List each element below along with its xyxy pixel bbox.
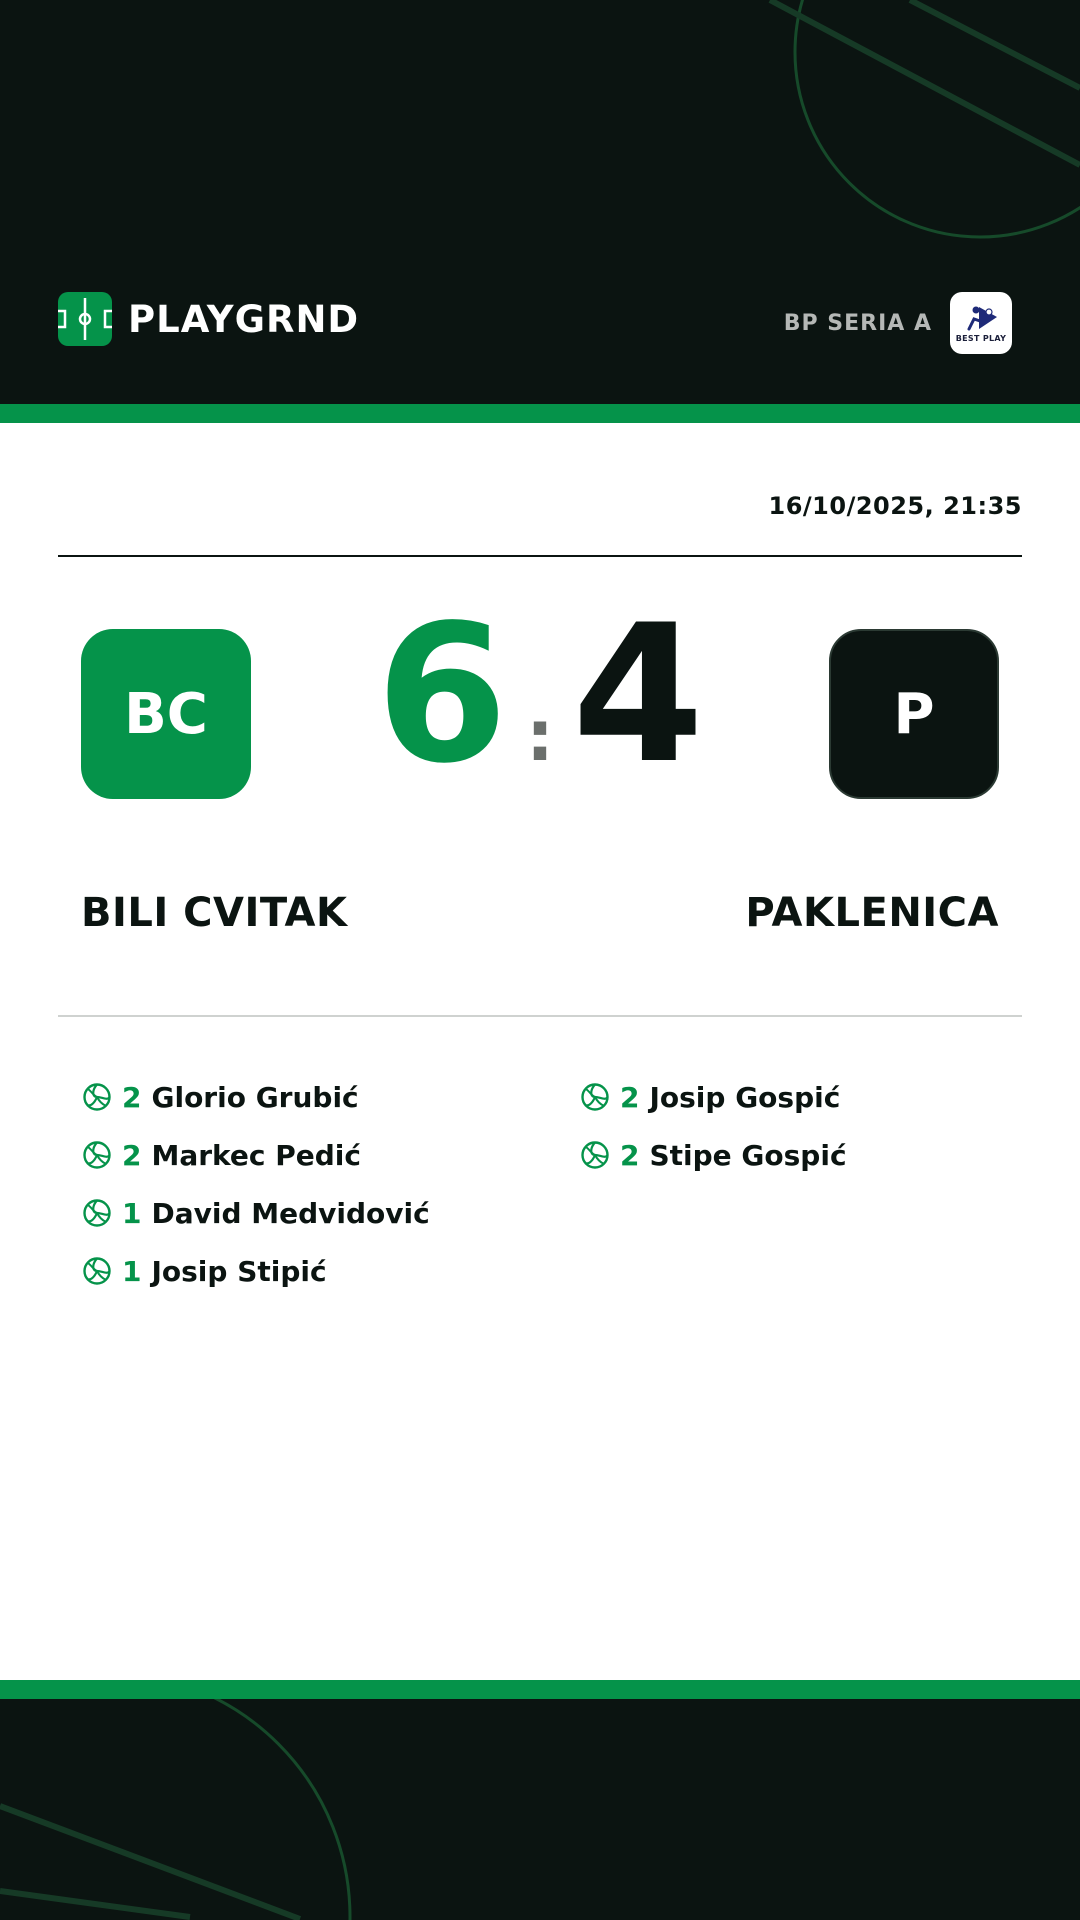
scorer-item [82, 1126, 430, 1184]
best-play-logo-icon [963, 303, 999, 333]
away-team-initials: P [893, 681, 935, 747]
scoreline [340, 584, 740, 805]
ball-icon [82, 1198, 112, 1228]
home-scorers-list [82, 1068, 430, 1300]
home-team-name: BILI CVITAK [81, 890, 348, 936]
scorer-name: Stipe Gospić [649, 1138, 847, 1172]
footer-accent-bar [0, 1680, 1080, 1699]
match-datetime: 16/10/2025, 21:35 [768, 492, 1022, 520]
scorer-name: Josip Gospić [649, 1080, 841, 1114]
ball-icon [580, 1082, 610, 1112]
scorer-item [580, 1068, 847, 1126]
brand [58, 292, 359, 346]
divider [58, 555, 1022, 557]
away-score: 4 [572, 584, 705, 805]
home-team-initials: BC [124, 681, 208, 747]
scorer-name: Markec Pedić [151, 1138, 362, 1172]
goal-count: 1 [122, 1254, 142, 1288]
scorer-name: Josip Stipić [151, 1254, 327, 1288]
scorer-item [82, 1242, 430, 1300]
home-score: 6 [375, 584, 508, 805]
scorer-item [580, 1126, 847, 1184]
away-scorers-list [580, 1068, 847, 1184]
scorer-item [82, 1068, 430, 1126]
goal-count: 2 [620, 1080, 640, 1114]
goal-count: 1 [122, 1196, 142, 1230]
away-team-name: PAKLENICA [745, 890, 999, 936]
ball-icon [82, 1140, 112, 1170]
scorer-item [82, 1184, 430, 1242]
header [0, 0, 1080, 404]
goal-count: 2 [122, 1138, 142, 1172]
league-logo [950, 292, 1012, 354]
away-team-badge [829, 629, 999, 799]
goal-count: 2 [122, 1080, 142, 1114]
league-logo-text: BEST PLAY [955, 334, 1007, 343]
goal-count: 2 [620, 1138, 640, 1172]
divider [58, 1015, 1022, 1017]
score-separator: : [526, 695, 554, 777]
ball-icon [580, 1140, 610, 1170]
header-accent-bar [0, 404, 1080, 423]
ball-icon [82, 1256, 112, 1286]
pitch-lines-decoration [0, 1699, 1080, 1920]
league-name: BP SERIA A [783, 310, 932, 336]
league-info [784, 292, 1012, 354]
brand-name: PLAYGRND [128, 297, 360, 341]
ball-icon [82, 1082, 112, 1112]
scorer-name: Glorio Grubić [151, 1080, 359, 1114]
home-team-badge [81, 629, 251, 799]
footer [0, 1699, 1080, 1920]
pitch-icon [58, 292, 112, 346]
scorer-name: David Medvidović [151, 1196, 430, 1230]
